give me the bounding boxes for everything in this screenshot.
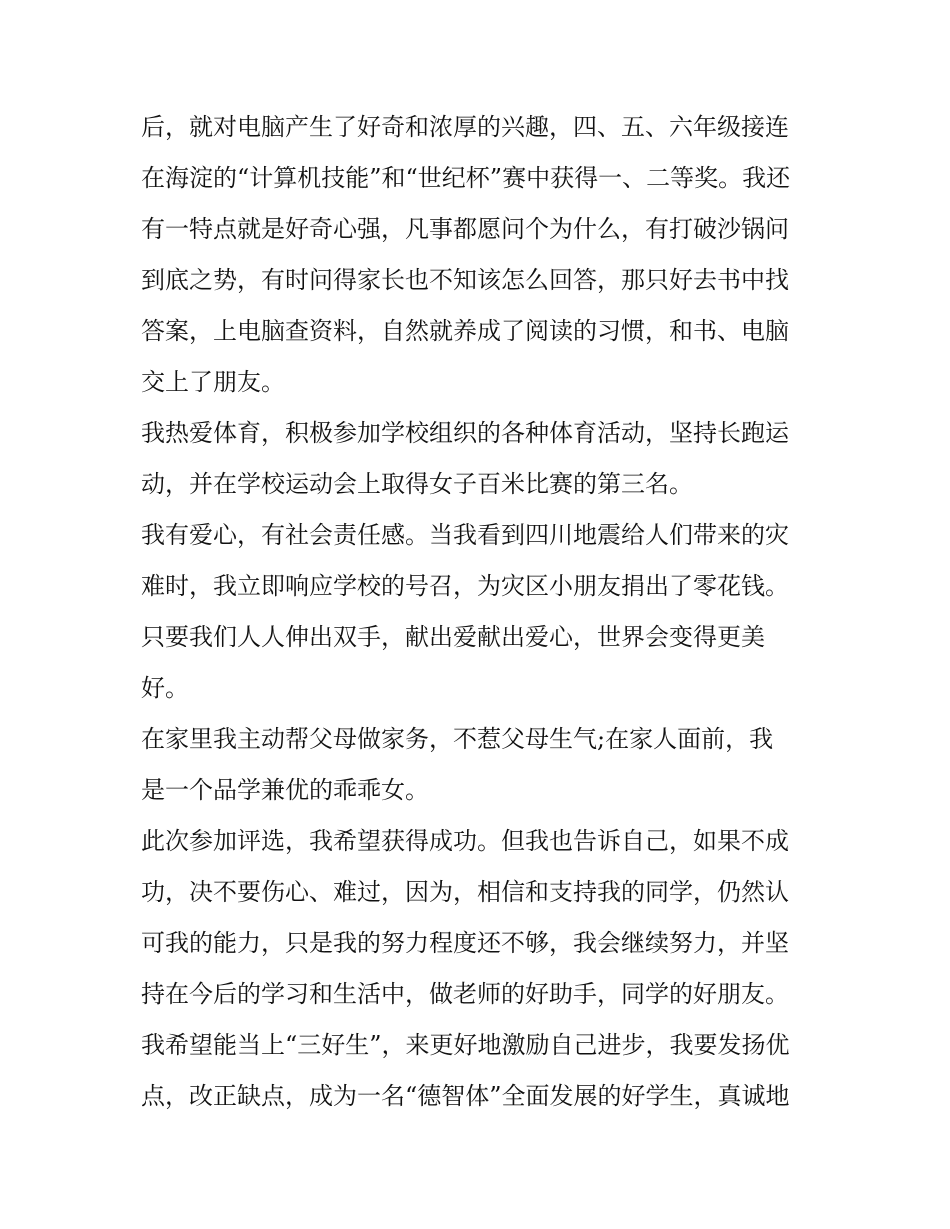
- text-line: 在家里我主动帮父母做家务，不惹父母生气;在家人面前，我: [141, 725, 774, 753]
- text-line: 后，就对电脑产生了好奇和浓厚的兴趣，四、五、六年级接连: [141, 113, 789, 141]
- text-line: 在海淀的“计算机技能”和“世纪杯”赛中获得一、二等奖。我还: [141, 164, 791, 192]
- text-line: 持在今后的学习和生活中，做老师的好助手，同学的好朋友。: [141, 980, 789, 1008]
- text-line: 好。: [141, 674, 189, 702]
- text-line: 到底之势，有时问得家长也不知该怎么回答，那只好去书中找: [141, 266, 789, 294]
- text-line: 我有爱心，有社会责任感。当我看到四川地震给人们带来的灾: [141, 521, 789, 549]
- text-line: 点，改正缺点，成为一名“德智体”全面发展的好学生，真诚地: [141, 1082, 790, 1110]
- text-line: 有一特点就是好奇心强，凡事都愿问个为什么，有打破沙锅问: [141, 215, 789, 243]
- text-line: 是一个品学兼优的乖乖女。: [141, 776, 429, 804]
- text-line: 我热爱体育，积极参加学校组织的各种体育活动，坚持长跑运: [141, 419, 789, 447]
- text-line: 难时，我立即响应学校的号召，为灾区小朋友捐出了零花钱。: [141, 572, 789, 600]
- text-line: 此次参加评选，我希望获得成功。但我也告诉自己，如果不成: [141, 827, 789, 855]
- text-line: 动，并在学校运动会上取得女子百米比赛的第三名。: [141, 470, 693, 498]
- text-line: 交上了朋友。: [141, 368, 285, 396]
- text-line: 功，决不要伤心、难过，因为，相信和支持我的同学，仍然认: [141, 878, 789, 906]
- text-line: 答案，上电脑查资料，自然就养成了阅读的习惯，和书、电脑: [141, 317, 789, 345]
- text-line: 可我的能力，只是我的努力程度还不够，我会继续努力，并坚: [141, 929, 789, 957]
- text-line: 只要我们人人伸出双手，献出爱献出爱心，世界会变得更美: [141, 623, 765, 651]
- text-line: 我希望能当上“三好生”，来更好地激励自己进步，我要发扬优: [141, 1031, 790, 1059]
